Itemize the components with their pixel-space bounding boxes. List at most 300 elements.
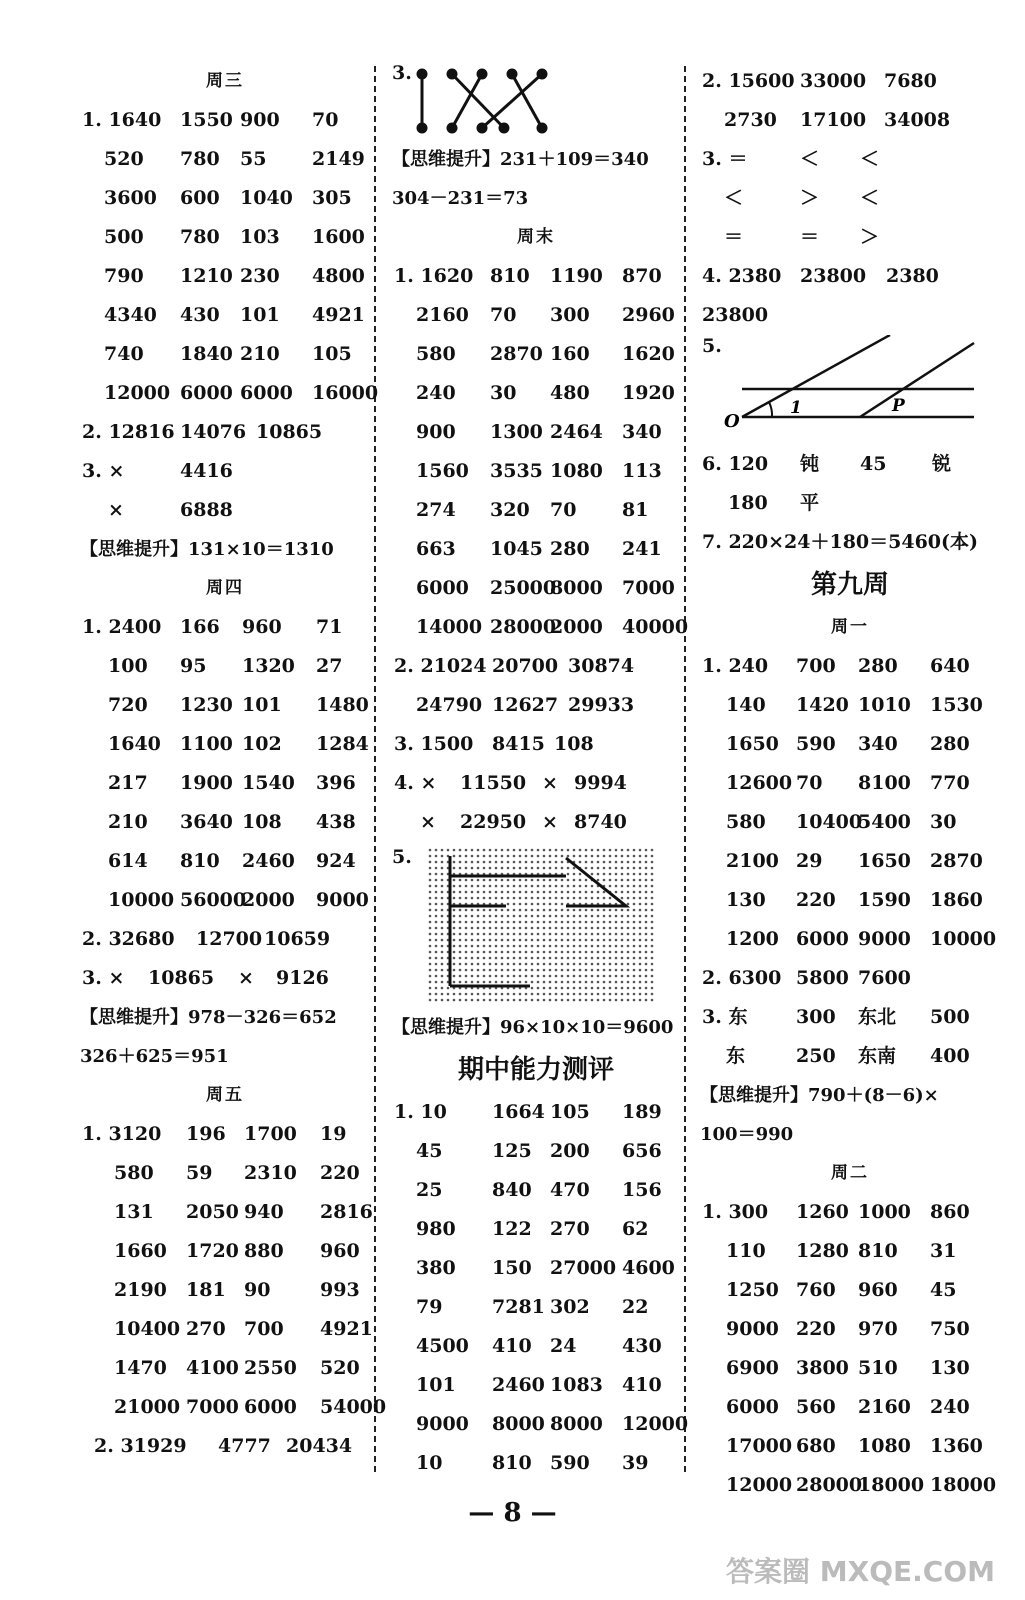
grid-dot [603,927,606,930]
grid-dot [573,957,576,960]
grid-dot [573,879,576,882]
right-q6: 6. 120 钝 45 锐 [702,453,952,475]
grid-dot [615,987,618,990]
grid-dot [639,987,642,990]
grid-dot [447,993,450,996]
answer-row: 580 10400 5400 30 [726,811,957,833]
grid-dot [543,933,546,936]
answer-row: 4500 410 24 430 [416,1335,662,1357]
answer-row: 1. 240 700 280 640 [702,655,970,677]
grid-dot [573,945,576,948]
day-title: 周一 [831,617,869,637]
grid-dot [465,951,468,954]
grid-dot [609,909,612,912]
grid-dot [441,855,444,858]
grid-dot [585,981,588,984]
answer-row: 9000 8000 8000 12000 [416,1413,689,1435]
column-divider [684,66,686,1472]
answer-row: 79 7281 302 22 [416,1296,649,1318]
wed-q1 [80,101,379,413]
answer-row: 520 780 55 2149 [104,148,365,170]
grid-dot [543,897,546,900]
grid-dot [465,891,468,894]
answer-row: 580 2870 160 1620 [416,343,675,365]
grid-dot [513,909,516,912]
grid-dot [609,951,612,954]
grid-dot [609,921,612,924]
answer-row: 101 2460 1083 410 [416,1374,662,1396]
grid-dot [429,891,432,894]
grid-dot [513,867,516,870]
grid-dot [591,987,594,990]
grid-dot [615,993,618,996]
grid-dot [501,945,504,948]
watermark: 答案圈 MXQE.COM [726,1555,995,1588]
grid-dot [525,879,528,882]
grid-dot [465,885,468,888]
grid-dot [489,897,492,900]
grid-dot [543,993,546,996]
grid-dot [507,891,510,894]
grid-dot [459,891,462,894]
grid-dot [603,873,606,876]
grid-dot [537,885,540,888]
grid-dot [495,891,498,894]
grid-dot [435,987,438,990]
right-q4: 4. 2380 23800 2380 [702,265,939,287]
grid-dot [555,975,558,978]
grid-dot [591,909,594,912]
grid-dot [519,957,522,960]
grid-dot [477,855,480,858]
grid-dot [543,885,546,888]
grid-dot [603,897,606,900]
grid-dot [639,969,642,972]
mon-q3: 东 250 东南 400 [726,1045,970,1067]
grid-dot [573,951,576,954]
fri-q1 [80,1115,387,1427]
answer-row: 1. 1640 1550 900 70 [82,109,339,131]
grid-dot [597,945,600,948]
grid-dot [513,933,516,936]
right-q4: 23800 [702,304,769,326]
grid-dot [477,975,480,978]
grid-dot [549,963,552,966]
grid-dot [495,867,498,870]
grid-dot [639,933,642,936]
grid-dot [621,879,624,882]
grid-dot [513,981,516,984]
grid-dot [531,915,534,918]
grid-dot [513,993,516,996]
grid-dot [483,915,486,918]
grid-dot [567,945,570,948]
grid-dot [471,855,474,858]
grid-dot [549,981,552,984]
grid-dot [489,885,492,888]
answer-row: 10400 270 700 4921 [114,1318,373,1340]
grid-dot [651,975,654,978]
grid-dot [603,915,606,918]
grid-dot [645,969,648,972]
grid-dot [561,903,564,906]
grid-dot [627,873,630,876]
grid-dot [495,885,498,888]
answer-row: 217 1900 1540 396 [108,772,356,794]
grid-dot [579,861,582,864]
grid-dot [549,861,552,864]
grid-dot [627,981,630,984]
grid-dot [441,951,444,954]
grid-dot [459,957,462,960]
grid-dot [621,897,624,900]
grid-dot [465,897,468,900]
grid-dot [573,915,576,918]
grid-dot [453,921,456,924]
grid-dot [513,939,516,942]
grid-dot [525,939,528,942]
grid-dot [633,915,636,918]
grid-dot [471,945,474,948]
grid-dot [567,999,570,1002]
grid-dot [519,885,522,888]
answer-row: 6900 3800 510 130 [726,1357,970,1379]
grid-dot [633,993,636,996]
grid-dot [591,885,594,888]
grid-dot [459,885,462,888]
grid-dot [447,999,450,1002]
grid-dot [477,849,480,852]
weekend-q4: × 22950 × 8740 [420,811,627,833]
grid-dot [429,855,432,858]
grid-dot [567,987,570,990]
grid-dot [477,861,480,864]
grid-dot [531,879,534,882]
grid-dot [561,975,564,978]
grid-dot [615,855,618,858]
grid-dot [459,909,462,912]
think-boost: 【思维提升】790＋(8－6)× [700,1085,939,1106]
day-title: 周五 [206,1085,244,1105]
grid-dot [465,849,468,852]
grid-dot [609,969,612,972]
grid-dot [501,861,504,864]
grid-dot [633,909,636,912]
grid-dot [441,873,444,876]
think-boost: 100＝990 [700,1124,794,1145]
grid-dot [597,891,600,894]
grid-dot [477,993,480,996]
answer-row: 3600 600 1040 305 [104,187,352,209]
grid-dot [531,993,534,996]
grid-dot [621,993,624,996]
grid-dot [495,951,498,954]
grid-dot [477,885,480,888]
grid-dot [441,993,444,996]
grid-dot [645,963,648,966]
grid-dot [543,969,546,972]
grid-dot [513,861,516,864]
grid-dot [501,957,504,960]
grid-dot [591,861,594,864]
right-q3: ＝ ＝ ＞ [724,226,880,248]
grid-dot [543,921,546,924]
grid-dot [429,897,432,900]
answer-row: 4340 430 101 4921 [104,304,365,326]
grid-dot [489,909,492,912]
grid-dot [459,915,462,918]
grid-dot [591,891,594,894]
grid-dot [651,969,654,972]
grid-dot [471,933,474,936]
grid-dot [513,951,516,954]
grid-dot [477,957,480,960]
grid-dot [501,933,504,936]
grid-dot [471,921,474,924]
answer-row: 21000 7000 6000 54000 [114,1396,387,1418]
grid-dot [549,855,552,858]
grid-dot [507,963,510,966]
grid-dot [531,885,534,888]
grid-dot [579,939,582,942]
answer-row: 45 125 200 656 [416,1140,662,1162]
grid-dot [501,885,504,888]
grid-dot [495,969,498,972]
grid-dot [573,867,576,870]
grid-dot [609,879,612,882]
grid-dot [513,897,516,900]
grid-dot [621,945,624,948]
grid-dot [603,999,606,1002]
grid-dot [627,879,630,882]
grid-dot [429,867,432,870]
grid-dot [597,981,600,984]
grid-dot [495,933,498,936]
grid-dot [459,993,462,996]
grid-dot [549,897,552,900]
grid-dot [531,969,534,972]
svg-text:O: O [724,411,740,432]
grid-dot [615,885,618,888]
grid-dot [501,999,504,1002]
grid-dot [525,963,528,966]
grid-dot [561,999,564,1002]
grid-dot [555,933,558,936]
grid-dot [609,885,612,888]
grid-dot [621,939,624,942]
grid-dot [549,891,552,894]
grid-dot [633,933,636,936]
grid-dot [579,915,582,918]
grid-dot [495,927,498,930]
grid-dot [567,867,570,870]
answer-row: 1. 3120 196 1700 19 [82,1123,347,1145]
grid-dot [561,909,564,912]
grid-dot [483,969,486,972]
grid-dot [609,855,612,858]
grid-dot [615,999,618,1002]
day-title: 周三 [206,71,244,91]
grid-dot [609,897,612,900]
grid-dot [639,873,642,876]
answer-row: 12000 28000 18000 18000 [726,1474,997,1496]
grid-dot [597,999,600,1002]
grid-dot [501,975,504,978]
grid-dot [615,975,618,978]
grid-dot [597,861,600,864]
grid-dot [633,867,636,870]
grid-dot [513,957,516,960]
grid-dot [537,921,540,924]
grid-dot [573,981,576,984]
grid-dot [555,921,558,924]
grid-dot [507,909,510,912]
mon-q2: 2. 6300 5800 7600 [702,967,911,989]
grid-dot [501,963,504,966]
grid-dot [561,963,564,966]
grid-dot [489,891,492,894]
mon-q3: 3. 东 300 东北 500 [702,1006,970,1028]
grid-dot [501,891,504,894]
answer-row: 900 1300 2464 340 [416,421,662,443]
grid-dot [471,849,474,852]
grid-dot [543,999,546,1002]
angle-figure: 5. O 1 P [700,335,1000,445]
grid-dot [591,993,594,996]
grid-dot [645,855,648,858]
grid-dot [579,873,582,876]
grid-dot [645,921,648,924]
grid-dot [525,891,528,894]
grid-dot [435,891,438,894]
grid-dot [537,861,540,864]
grid-dot [507,903,510,906]
grid-dot [603,891,606,894]
grid-dot [519,933,522,936]
grid-dot [609,975,612,978]
grid-dot [585,855,588,858]
grid-dot [579,909,582,912]
grid-dot [591,933,594,936]
grid-dot [573,891,576,894]
grid-dot [435,909,438,912]
grid-dot [543,939,546,942]
grid-dot [537,987,540,990]
think-boost: 304－231＝73 [392,188,529,209]
grid-dot [555,939,558,942]
grid-dot [441,891,444,894]
grid-dot [489,861,492,864]
grid-dot [507,867,510,870]
grid-dot [603,933,606,936]
grid-dot [435,999,438,1002]
grid-dot [489,921,492,924]
think-boost: 【思维提升】231＋109＝340 [392,149,649,170]
midterm-title: 期中能力测评 [457,1055,614,1085]
grid-dot [519,897,522,900]
grid-dot [525,981,528,984]
grid-dot [561,915,564,918]
weekend-q2: 2. 21024 20700 30874 [394,655,635,677]
grid-dot [441,903,444,906]
grid-dot [555,987,558,990]
grid-dot [585,909,588,912]
grid-dot [507,915,510,918]
grid-dot [477,909,480,912]
grid-dot [519,975,522,978]
grid-dot [549,879,552,882]
grid-dot [621,963,624,966]
grid-dot [435,861,438,864]
grid-dot [573,969,576,972]
grid-dot [573,885,576,888]
grid-dot [639,903,642,906]
grid-dot [543,909,546,912]
grid-dot [639,957,642,960]
grid-dot [441,945,444,948]
grid-dot [609,873,612,876]
grid-dot [633,957,636,960]
grid-dot [639,975,642,978]
grid-dot [537,999,540,1002]
grid-dot [639,981,642,984]
grid-dot [513,921,516,924]
grid-dot [585,891,588,894]
grid-dot [501,927,504,930]
grid-dot [429,933,432,936]
grid-dot [507,921,510,924]
grid-dot [573,963,576,966]
grid-dot [471,957,474,960]
grid-dot [459,879,462,882]
matching-lines [410,66,590,138]
grid-dot [579,945,582,948]
grid-dot [495,957,498,960]
grid-dot [633,951,636,954]
grid-dot [543,903,546,906]
grid-dot [651,885,654,888]
grid-dot [453,981,456,984]
grid-dot [477,927,480,930]
grid-dot [537,927,540,930]
grid-dot [621,885,624,888]
grid-dot [543,927,546,930]
grid-dot [633,945,636,948]
grid-dot [591,981,594,984]
grid-dot [555,945,558,948]
grid-dot [597,963,600,966]
grid-dot [525,885,528,888]
grid-dot [453,909,456,912]
right-q2: 2730 17100 34008 [724,109,951,131]
grid-dot [471,897,474,900]
grid-dot [603,879,606,882]
wed-q3: × 6888 [108,499,233,521]
grid-dot [597,951,600,954]
grid-dot [555,927,558,930]
grid-dot [459,963,462,966]
grid-dot [561,927,564,930]
grid-dot [525,927,528,930]
grid-dot [639,993,642,996]
grid-dot [435,897,438,900]
grid-dot [519,915,522,918]
grid-dot [603,921,606,924]
grid-dot [435,849,438,852]
grid-dot [513,849,516,852]
grid-dot [441,969,444,972]
grid-dot [645,951,648,954]
